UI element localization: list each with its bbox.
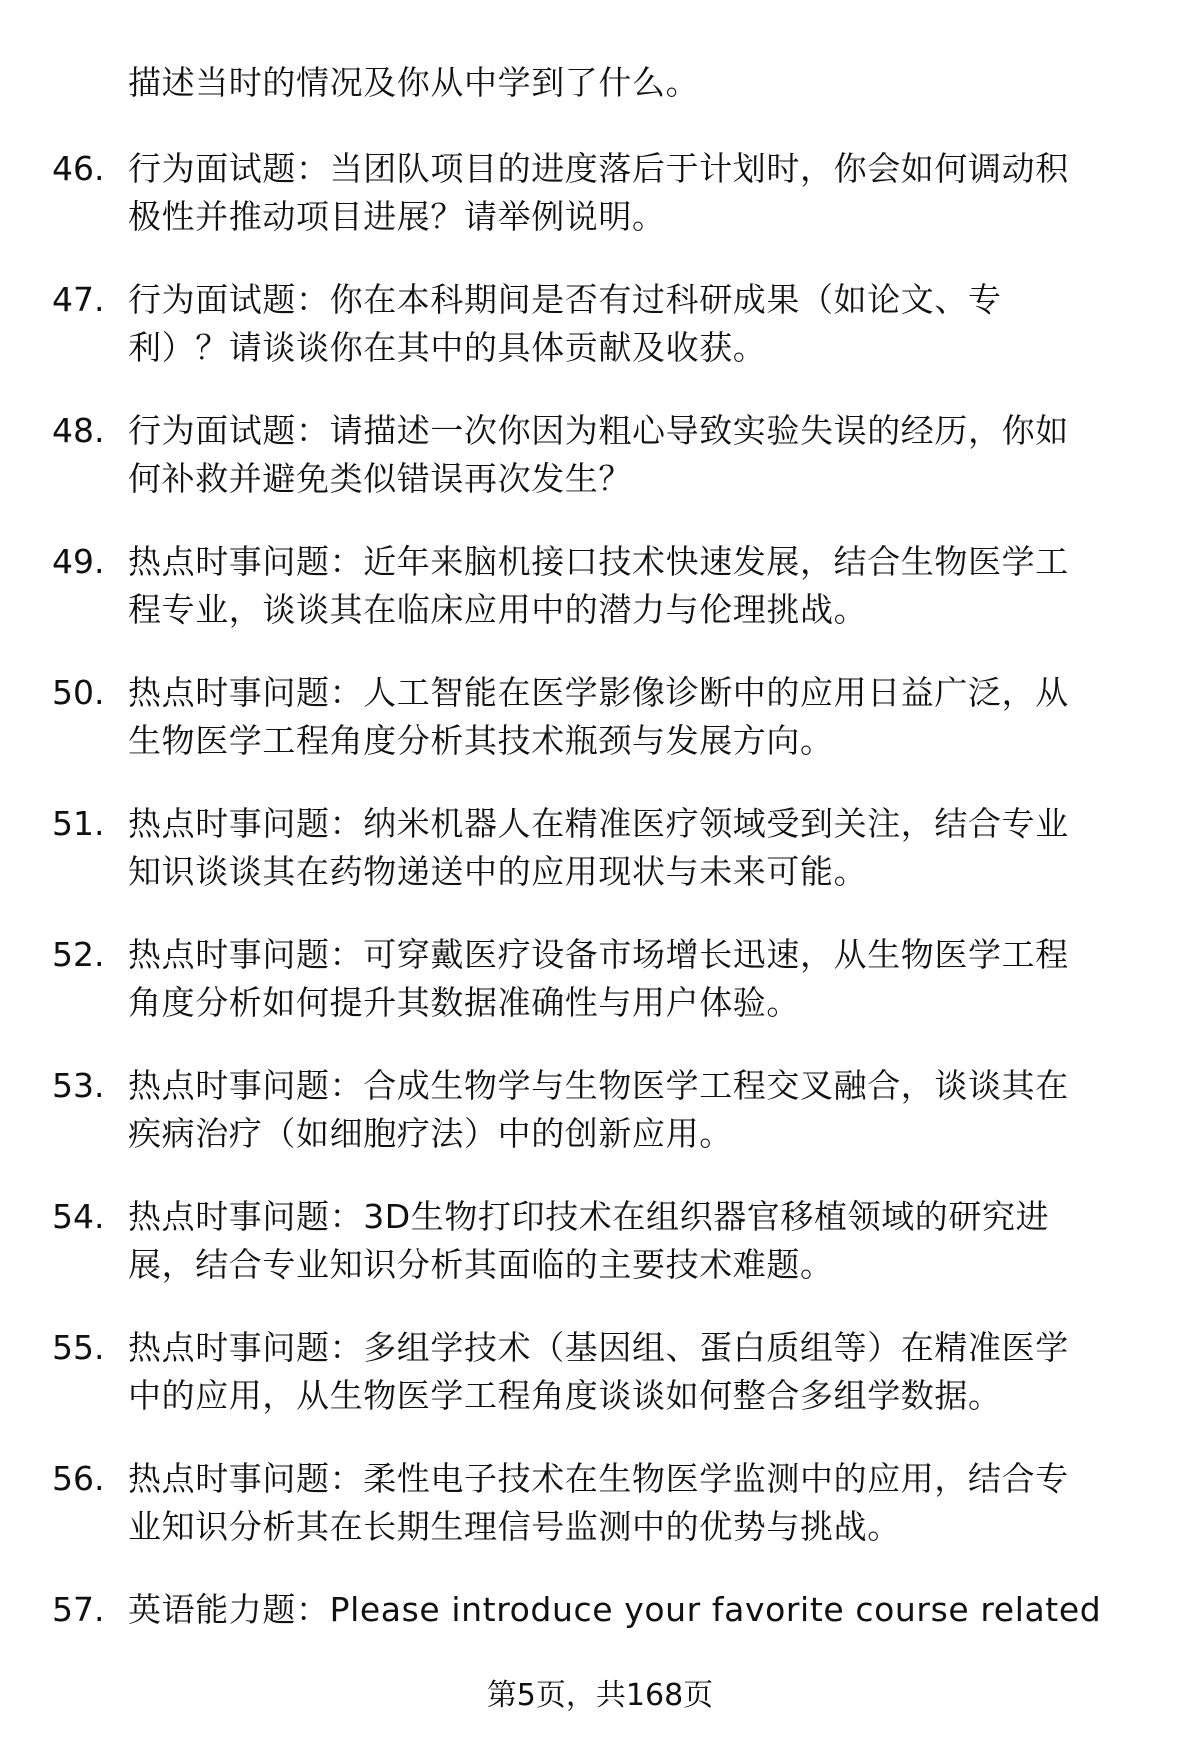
question-text-line: 生物医学工程角度分析其技术瓶颈与发展方向。 <box>128 721 834 760</box>
question-text-line: 行为面试题：你在本科期间是否有过科研成果（如论文、专 <box>128 280 1002 319</box>
question-number: 53. <box>52 1066 105 1105</box>
question-text-line: 热点时事问题：3D生物打印技术在组织器官移植领域的研究进 <box>128 1197 1050 1236</box>
question-number: 47. <box>52 280 105 319</box>
question-text-line: 何补救并避免类似错误再次发生？ <box>128 459 632 498</box>
question-text-line: 展，结合专业知识分析其面临的主要技术难题。 <box>128 1245 834 1284</box>
question-number: 46. <box>52 149 105 188</box>
question-text-line: 热点时事问题：人工智能在医学影像诊断中的应用日益广泛，从 <box>128 673 1069 712</box>
question-text-line: 极性并推动项目进展？请举例说明。 <box>128 197 666 236</box>
question-number: 57. <box>52 1590 105 1629</box>
question-text-line: 热点时事问题：合成生物学与生物医学工程交叉融合，谈谈其在 <box>128 1066 1069 1105</box>
question-text-line: 业知识分析其在长期生理信号监测中的优势与挑战。 <box>128 1507 901 1546</box>
question-number: 50. <box>52 673 105 712</box>
question-text-line: 知识谈谈其在药物递送中的应用现状与未来可能。 <box>128 852 868 891</box>
question-text-line: 利）？请谈谈你在其中的具体贡献及收获。 <box>128 328 767 367</box>
question-text-line: 热点时事问题：纳米机器人在精准医疗领域受到关注，结合专业 <box>128 804 1069 843</box>
question-text-line: 行为面试题：请描述一次你因为粗心导致实验失误的经历，你如 <box>128 411 1069 450</box>
question-text-line: 中的应用，从生物医学工程角度谈谈如何整合多组学数据。 <box>128 1376 1002 1415</box>
question-text-line: 程专业，谈谈其在临床应用中的潜力与伦理挑战。 <box>128 590 868 629</box>
continuation-text: 描述当时的情况及你从中学到了什么。 <box>128 63 700 102</box>
question-text-line: 热点时事问题：多组学技术（基因组、蛋白质组等）在精准医学 <box>128 1328 1069 1367</box>
question-text-line: 英语能力题：Please introduce your favorite course related <box>128 1590 1102 1629</box>
question-text-line: 行为面试题：当团队项目的进度落后于计划时，你会如何调动积 <box>128 149 1069 188</box>
question-number: 56. <box>52 1459 105 1498</box>
question-text-line: 热点时事问题：近年来脑机接口技术快速发展，结合生物医学工 <box>128 542 1069 581</box>
question-number: 48. <box>52 411 105 450</box>
question-text-line: 角度分析如何提升其数据准确性与用户体验。 <box>128 983 800 1022</box>
question-number: 49. <box>52 542 105 581</box>
question-text-line: 热点时事问题：可穿戴医疗设备市场增长迅速，从生物医学工程 <box>128 935 1069 974</box>
question-number: 55. <box>52 1328 105 1367</box>
question-number: 54. <box>52 1197 105 1236</box>
question-text-line: 疾病治疗（如细胞疗法）中的创新应用。 <box>128 1114 733 1153</box>
question-number: 51. <box>52 804 105 843</box>
question-number: 52. <box>52 935 105 974</box>
page-footer: 第5页，共168页 <box>486 1678 714 1713</box>
question-text-line: 热点时事问题：柔性电子技术在生物医学监测中的应用，结合专 <box>128 1459 1069 1498</box>
